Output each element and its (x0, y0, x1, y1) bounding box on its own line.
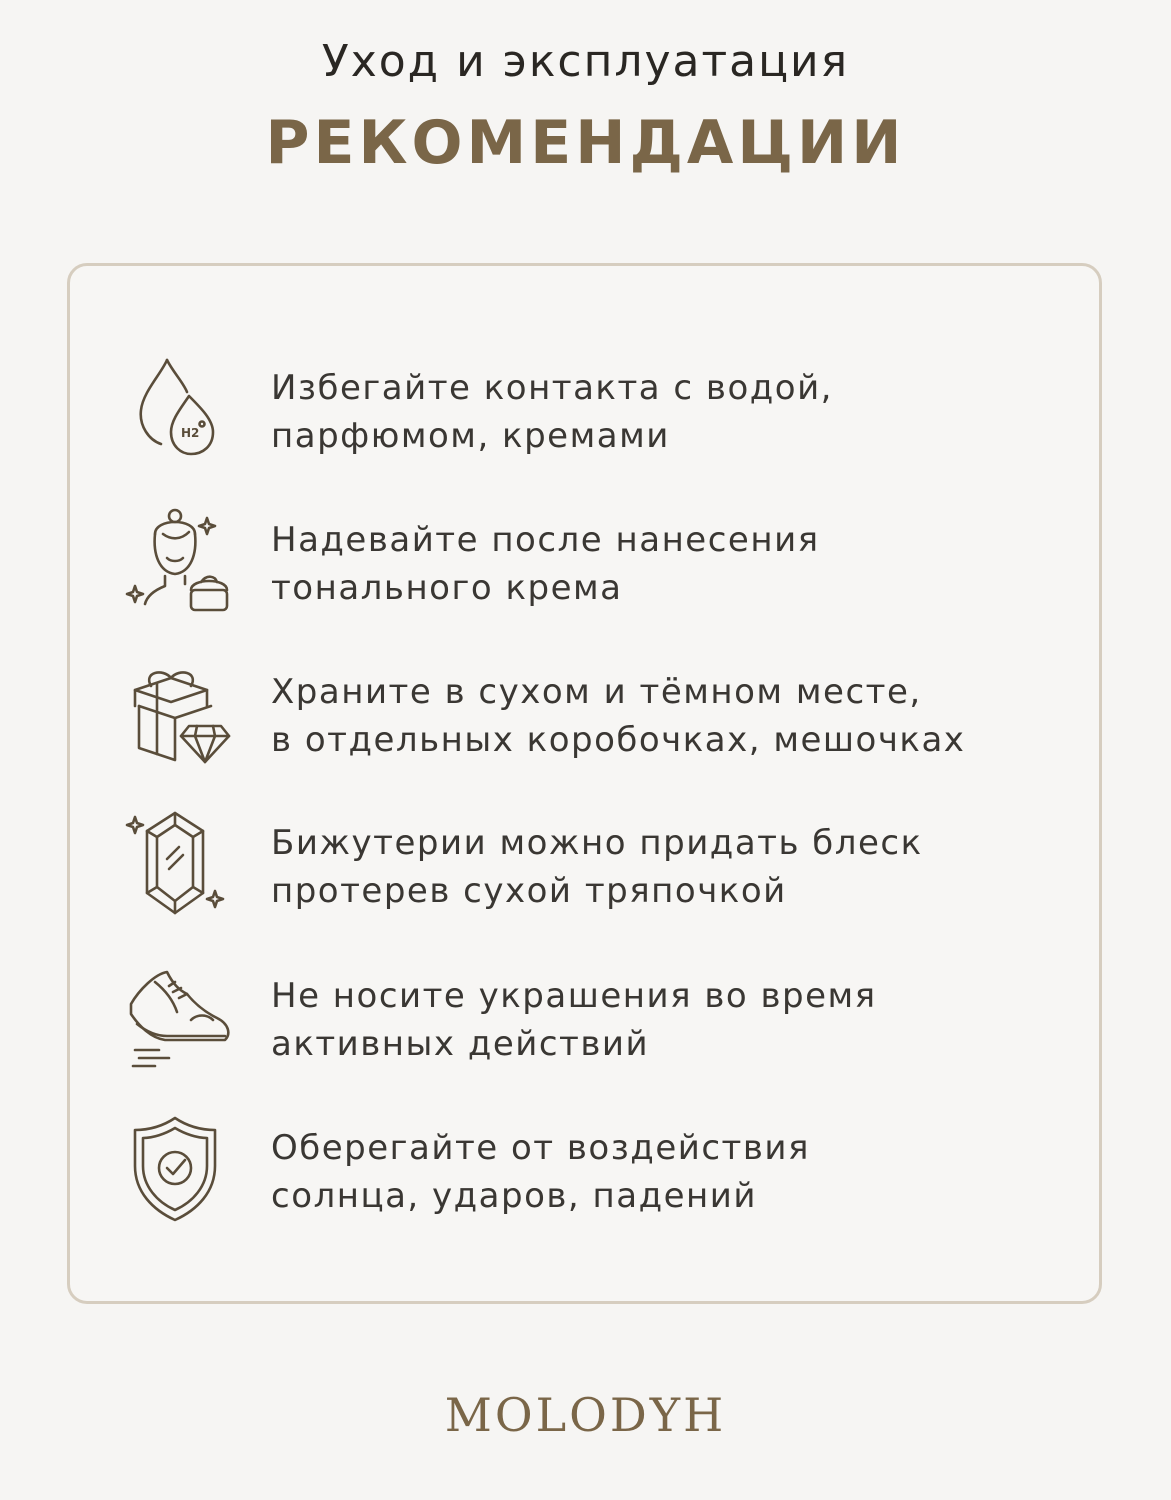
svg-text:H2: H2 (181, 426, 200, 440)
brand-logo: MOLODYH (444, 1388, 727, 1442)
gem-sparkle-icon (125, 807, 245, 927)
page-subtitle: Уход и эксплуатация (321, 36, 850, 87)
recommendation-text (271, 819, 1061, 915)
recommendation-text (271, 668, 1061, 764)
recommendation-line: протерев сухой тряпочкой (271, 871, 787, 911)
recommendation-text (271, 1124, 1061, 1220)
recommendation-line: Надевайте после нанесения (271, 520, 820, 560)
recommendation-line: солнца, ударов, падений (271, 1176, 757, 1216)
recommendation-line: Бижутерии можно придать блеск (271, 823, 923, 863)
recommendation-line: Избегайте контакта с водой, (271, 368, 833, 408)
recommendation-line: тонального крема (271, 568, 623, 608)
page-title: РЕКОМЕНДАЦИИ (265, 108, 906, 178)
recommendation-line: Не носите украшения во время (271, 976, 877, 1016)
recommendation-item (70, 960, 1105, 1100)
recommendation-line: активных действий (271, 1024, 650, 1064)
recommendation-item (70, 504, 1105, 644)
recommendation-text (271, 972, 1061, 1068)
recommendation-line: Оберегайте от воздействия (271, 1128, 810, 1168)
recommendation-line: парфюмом, кремами (271, 416, 670, 456)
recommendation-text (271, 364, 1061, 460)
recommendation-line: в отдельных коробочках, мешочках (271, 720, 966, 760)
recommendation-item (70, 656, 1105, 796)
recommendation-item (70, 1112, 1105, 1252)
recommendations-card (67, 263, 1102, 1304)
water-drop-h2o-icon (125, 352, 245, 472)
recommendation-item (70, 352, 1105, 492)
recommendation-line: Храните в сухом и тёмном месте, (271, 672, 922, 712)
face-cream-icon (125, 504, 245, 624)
recommendation-text (271, 516, 1061, 612)
recommendation-item (70, 807, 1105, 947)
gift-box-diamond-icon (125, 656, 245, 776)
sneaker-running-icon (125, 960, 245, 1080)
shield-check-icon (125, 1112, 245, 1232)
